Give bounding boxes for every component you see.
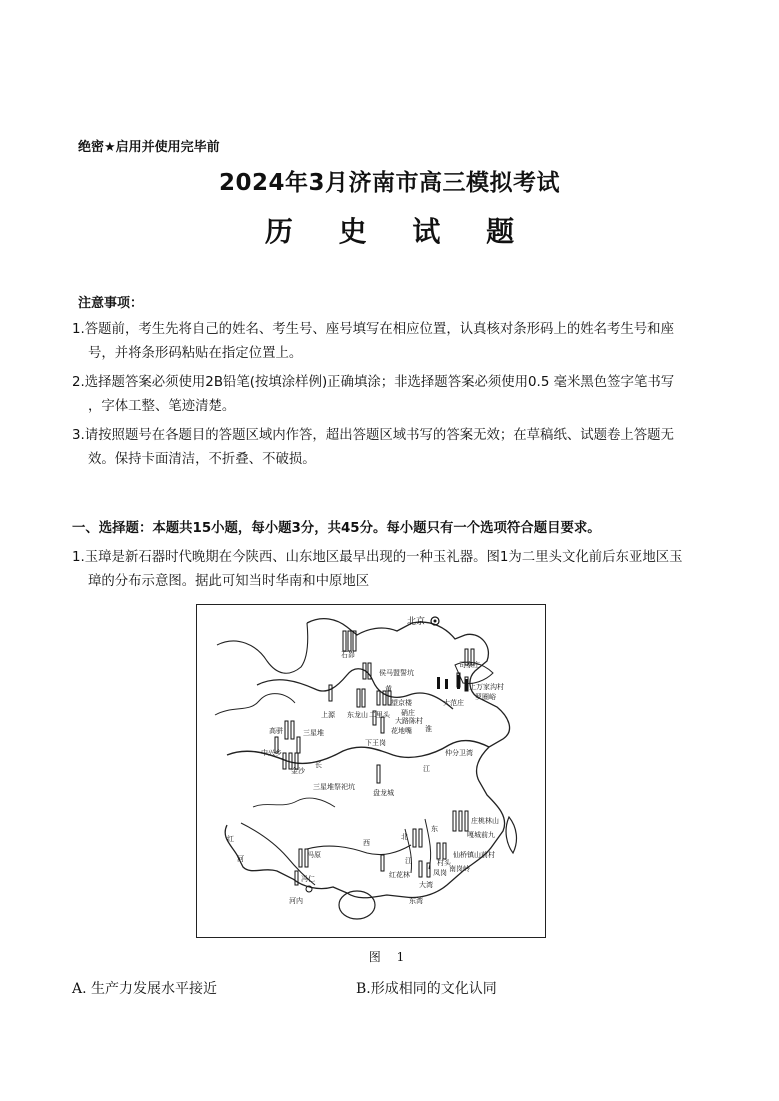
map-label-sanxingdui-pit: 三星堆祭祀坑: [313, 783, 355, 791]
map-label-zhongxing: 中兴乡: [261, 749, 282, 757]
subject-title: 历 史 试 题: [264, 215, 533, 248]
map-label-jiang2: 江: [405, 857, 412, 865]
map-label-luohe: 罗圈峪: [475, 693, 496, 701]
jade-zhang-distribution-map: [196, 604, 546, 938]
map-label-huaihe: 淮: [425, 725, 432, 733]
notice-heading: 注意事项：: [78, 296, 144, 311]
map-label-erlitou: 二里头: [369, 711, 390, 719]
map-label-beijing: 北京: [407, 617, 426, 627]
map-label-dalu: 大路陈村: [395, 717, 423, 725]
map-label-xianjiang: 仙桥镇山前村: [453, 851, 495, 859]
map-label-dafanzhuang: 大范庄: [443, 699, 464, 707]
map-label-hong: 红: [227, 835, 234, 843]
map-label-jinsha: 金沙: [291, 767, 305, 775]
map-label-caotou: 村头: [437, 859, 451, 867]
map-label-shangwanjia: 上万家沟村: [469, 683, 504, 691]
section-heading: 一、选择题：本题共15小题，每小题3分，共45分。每小题只有一个选项符合题目要求。: [72, 521, 601, 536]
map-label-shimao: 石峁: [341, 651, 355, 659]
map-label-huang: 黄: [385, 685, 392, 693]
map-label-wangjinglou: 望京楼: [391, 699, 412, 707]
map-label-zhongfen: 仲分卫湾: [445, 749, 473, 757]
map-label-changjiang: 长: [315, 761, 322, 769]
map-label-shaozhuang: 硝庄: [401, 709, 415, 717]
map-label-nanshan: 南岗岭: [449, 865, 470, 873]
map-label-sanxingdui: 三星堆: [303, 729, 324, 737]
map-label-fengren: 冯仁: [301, 875, 315, 883]
map-label-dong: 东: [431, 825, 438, 833]
map-label-panlong: 盘龙城: [373, 789, 394, 797]
map-label-huadi: 花地嘴: [391, 727, 412, 735]
map-label-hanoi: 河内: [289, 897, 303, 905]
figure-caption: 图 1: [368, 950, 411, 964]
map-label-houma: 侯马盟誓坑: [379, 669, 414, 677]
notice-item-2: 2.选择题答案必须使用2B铅笔(按填涂样例)正确填涂；非选择题答案必须使用0.5 毫米黑色签字笔书写 ，字体工整、笔迹清楚。: [72, 375, 675, 414]
map-label-donglongshan: 东龙山: [347, 711, 368, 719]
notice-item-3: 3.请按照题号在各题目的答题区域内作答，超出答题区域书写的答案无效；在草稿纸、试题卷上答题无 效。保持卡面清洁，不折叠、不破损。: [72, 428, 674, 467]
map-label-he: 河: [237, 855, 244, 863]
question-1-stem: 1.玉璋是新石器时代晚期在今陕西、山东地区最早出现的一种玉礼器。图1为二里头文化前后东亚地区玉 璋的分布示意图。据此可知当时华南和中原地区: [72, 550, 683, 589]
map-label-donghu: 东湾: [409, 897, 423, 905]
map-label-honghualin: 红花林: [389, 871, 410, 879]
map-label-dawan: 大湾: [419, 881, 433, 889]
map-label-shaolin: 庄桃林山: [471, 817, 499, 825]
map-label-jiang: 江: [423, 765, 430, 773]
confidentiality-label: 绝密★启用并使用完毕前: [78, 140, 220, 155]
option-b: B.形成相同的文化认同: [356, 981, 497, 997]
map-label-xiawanggang: 下王岗: [365, 739, 386, 747]
map-label-bei: 北: [401, 833, 408, 841]
map-label-xi: 西: [363, 839, 370, 847]
map-label-shangyuan: 上源: [321, 711, 335, 719]
notice-item-1: 1.答题前，考生先将自己的姓名、考生号、座号填写在相应位置，认真核对条形码上的姓名考生号和座 号，并将条形码粘贴在指定位置上。: [72, 322, 674, 361]
map-label-fenglou: 凤岗: [433, 869, 447, 877]
map-label-sijiacun: 司家庄: [459, 661, 480, 669]
map-label-gaopian: 高骈: [269, 727, 283, 735]
map-drawing: [197, 605, 545, 937]
option-a: A. 生产力发展水平接近: [72, 981, 218, 997]
exam-title: 2024年3月济南市高三模拟考试: [218, 170, 561, 196]
map-label-fengyuan: 冯原: [307, 851, 321, 859]
map-label-hulucheng: 嘎城前九: [467, 831, 495, 839]
